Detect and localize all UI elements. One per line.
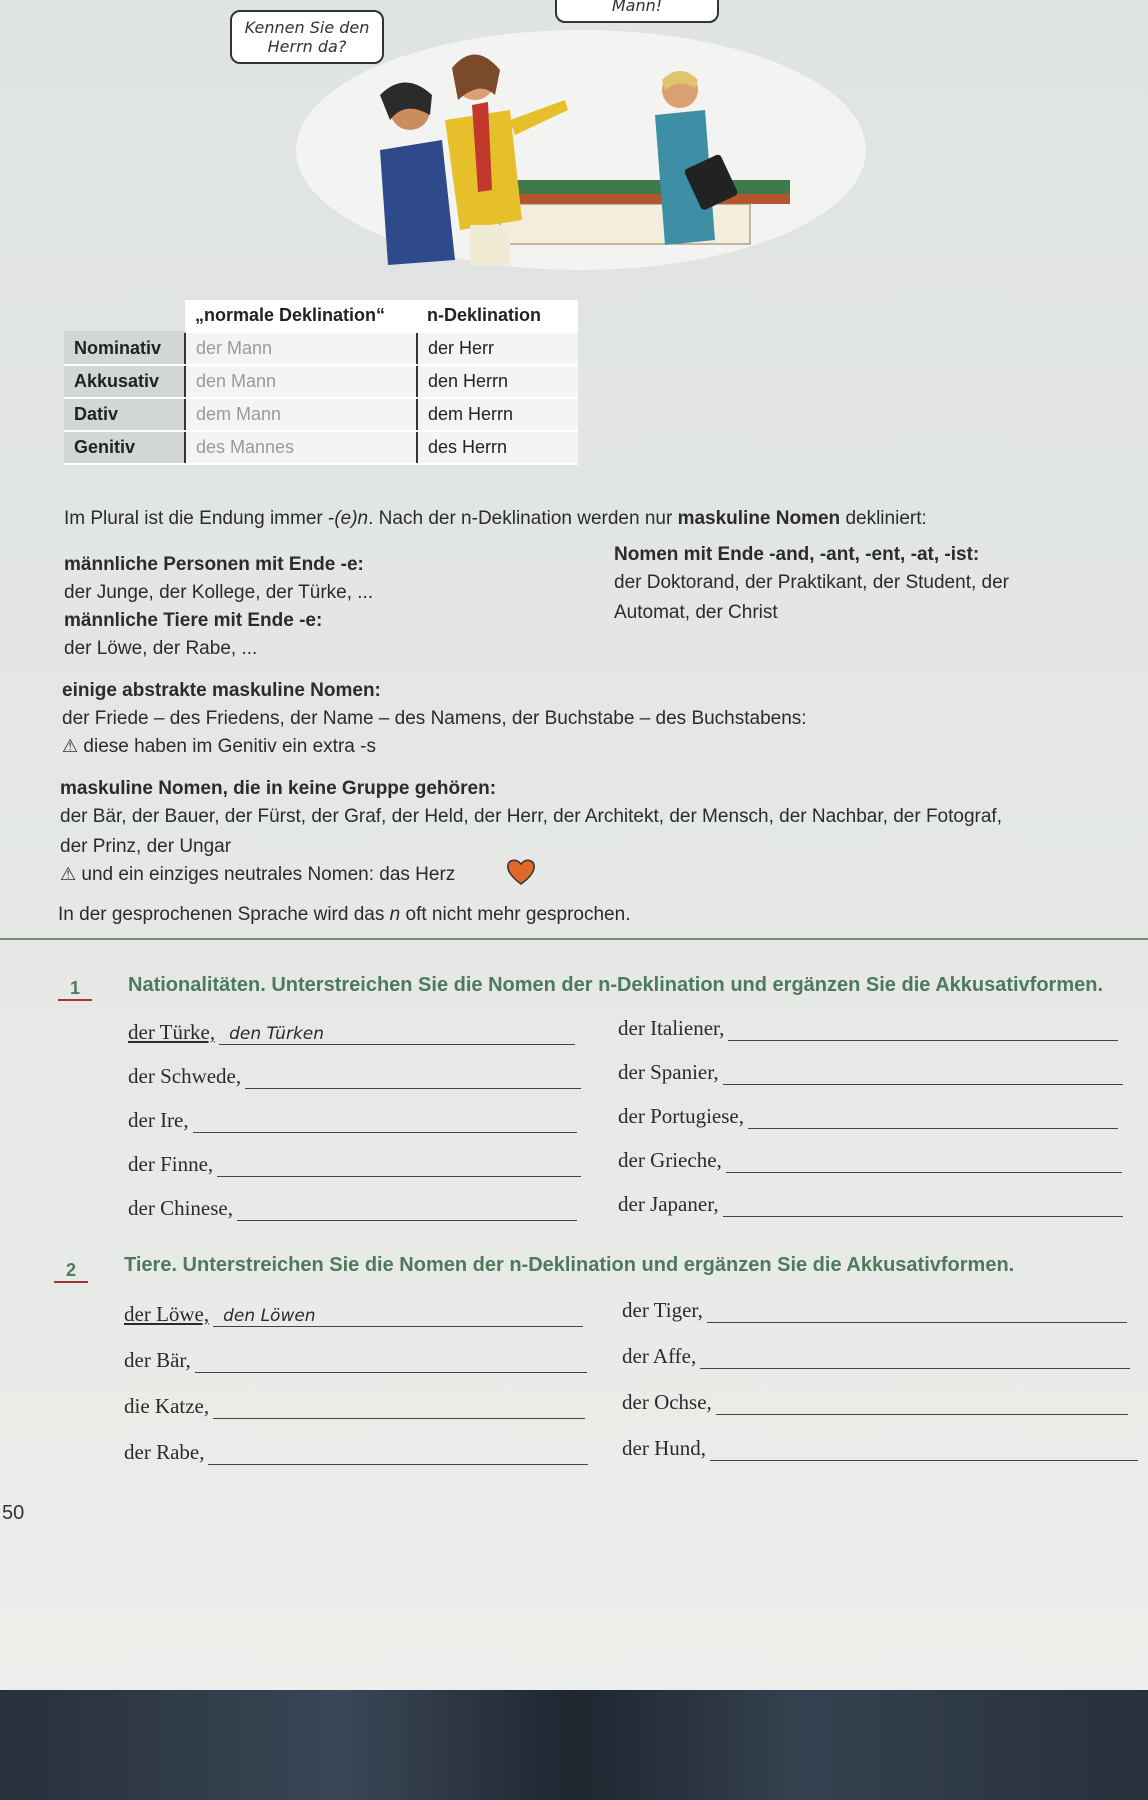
exercise-1-title: Nationalitäten. Unterstreichen Sie die Nomen der n-Deklination und ergänzen Sie die Akkusativformen. xyxy=(128,974,1104,996)
table-header-row xyxy=(64,300,578,332)
group-examples-endings-1: der Doktorand, der Praktikant, der Student, der xyxy=(614,572,1009,593)
group-examples-abstract: der Friede – des Friedens, der Name – des Namens, der Buchstabe – des Buchstabens: xyxy=(62,708,807,729)
answer-field[interactable] xyxy=(707,1300,1127,1323)
neutral-warning xyxy=(60,864,455,886)
exercise-1-item xyxy=(128,1064,581,1089)
exercise-1-item xyxy=(618,1016,1118,1041)
answer-field[interactable] xyxy=(245,1066,581,1089)
group-examples-other-1: der Bär, der Bauer, der Fürst, der Graf, der Held, der Herr, der Architekt, der Mensch, der Nachbar, der Fotograf, xyxy=(60,806,1002,827)
exercise-1-number: 1 xyxy=(58,978,92,1001)
speech-bubble-left: Kennen Sie den Herrn da? xyxy=(230,10,384,64)
answer-field[interactable] xyxy=(700,1346,1130,1369)
section-divider xyxy=(0,938,1148,940)
answer-field[interactable] xyxy=(726,1150,1122,1173)
page-number: 50 xyxy=(2,1502,25,1524)
header-normal-declension: „normale Deklination“ xyxy=(185,300,417,332)
people-illustration xyxy=(350,40,830,270)
exercise-2-item xyxy=(124,1394,585,1419)
item-word: der Chinese, xyxy=(128,1196,233,1220)
normal-form: des Mannes xyxy=(185,431,417,464)
item-word: der Schwede, xyxy=(128,1064,242,1088)
exercise-2-item xyxy=(622,1436,1138,1461)
n-form: den Herrn xyxy=(417,365,578,398)
exercise-1-item xyxy=(128,1152,581,1177)
speech-bubble-right: Mann! xyxy=(555,0,719,23)
table-corner xyxy=(64,300,185,332)
answer-field[interactable] xyxy=(195,1350,587,1373)
case-label: Nominativ xyxy=(64,332,185,365)
answer-field[interactable] xyxy=(213,1396,585,1419)
item-word: der Ire, xyxy=(128,1108,189,1132)
abstract-warning xyxy=(62,736,376,758)
item-word: der Spanier, xyxy=(618,1060,719,1084)
answer-field[interactable] xyxy=(748,1106,1118,1129)
exercise-2-title: Tiere. Unterstreichen Sie die Nomen der n-Deklination und ergänzen Sie die Akkusativformen. xyxy=(124,1254,1015,1276)
normal-form: den Mann xyxy=(185,365,417,398)
group-examples-persons: der Junge, der Kollege, der Türke, ... xyxy=(64,582,374,603)
item-word: der Löwe, xyxy=(124,1302,210,1326)
answer-field[interactable] xyxy=(208,1442,588,1465)
exercise-1-item xyxy=(618,1192,1123,1217)
warning-icon: ⚠ xyxy=(60,864,77,884)
item-word: der Rabe, xyxy=(124,1440,205,1464)
case-label: Genitiv xyxy=(64,431,185,464)
plural-rule xyxy=(64,508,927,530)
group-heading-endings: Nomen mit Ende -and, -ant, -ent, -at, -ist: xyxy=(614,544,980,565)
answer-field[interactable] xyxy=(710,1438,1138,1461)
group-heading-persons: männliche Personen mit Ende -e: xyxy=(64,554,364,575)
item-word: der Affe, xyxy=(622,1344,697,1368)
header-n-declension: n-Deklination xyxy=(417,300,578,332)
n-form: des Herrn xyxy=(417,431,578,464)
normal-form: der Mann xyxy=(185,332,417,365)
item-word: der Italiener, xyxy=(618,1016,725,1040)
spoken-note-part: oft nicht mehr gesprochen. xyxy=(400,904,631,925)
table-row xyxy=(64,398,578,431)
answer-field[interactable] xyxy=(219,1022,575,1045)
warning-icon: ⚠ xyxy=(62,736,79,756)
exercise-1-item xyxy=(128,1020,575,1045)
group-examples-animals: der Löwe, der Rabe, ... xyxy=(64,638,258,659)
group-heading-animals: männliche Tiere mit Ende -e: xyxy=(64,610,323,631)
group-examples-other-2: der Prinz, der Ungar xyxy=(60,836,232,857)
answer-field[interactable] xyxy=(217,1154,581,1177)
spoken-note-letter: n xyxy=(389,904,401,925)
normal-form: dem Mann xyxy=(185,398,417,431)
spoken-note xyxy=(58,904,630,926)
exercise-1-item xyxy=(618,1104,1118,1129)
plural-rule-part: dekliniert: xyxy=(840,508,927,529)
answer-field[interactable] xyxy=(728,1018,1118,1041)
exercise-2-number: 2 xyxy=(54,1260,88,1283)
exercise-1-item xyxy=(128,1108,577,1133)
table-row xyxy=(64,431,578,464)
exercise-2-item xyxy=(622,1344,1130,1369)
exercise-2-item xyxy=(124,1302,583,1327)
spoken-note-part: In der gesprochenen Sprache wird das xyxy=(58,904,390,925)
item-word: der Türke, xyxy=(128,1020,216,1044)
item-word: der Japaner, xyxy=(618,1192,719,1216)
exercise-1-item xyxy=(618,1148,1122,1173)
item-word: der Finne, xyxy=(128,1152,214,1176)
background-fabric xyxy=(0,1690,1148,1800)
exercise-2-item xyxy=(124,1440,588,1465)
item-word: der Portugiese, xyxy=(618,1104,744,1128)
item-word: die Katze, xyxy=(124,1394,210,1418)
case-label: Akkusativ xyxy=(64,365,185,398)
item-word: der Bär, xyxy=(124,1348,191,1372)
answer-field[interactable] xyxy=(193,1110,577,1133)
group-heading-other: maskuline Nomen, die in keine Gruppe gehören: xyxy=(60,778,497,799)
plural-rule-part: Im Plural ist die Endung immer - xyxy=(64,508,335,529)
answer-field[interactable] xyxy=(723,1194,1123,1217)
n-form: der Herr xyxy=(417,332,578,365)
neutral-warning-text: und ein einziges neutrales Nomen: das Herz xyxy=(81,864,456,885)
abstract-warning-text: diese haben im Genitiv ein extra -s xyxy=(83,736,376,757)
plural-rule-emphasis: maskuline Nomen xyxy=(677,508,841,529)
declension-table xyxy=(64,300,578,465)
group-examples-endings-2: Automat, der Christ xyxy=(614,602,778,623)
item-word: der Ochse, xyxy=(622,1390,712,1414)
exercise-1-item xyxy=(618,1060,1123,1085)
group-heading-abstract: einige abstrakte maskuline Nomen: xyxy=(62,680,381,701)
item-word: der Grieche, xyxy=(618,1148,722,1172)
table-row xyxy=(64,365,578,398)
filled-answer: den Türken xyxy=(229,1024,325,1044)
plural-rule-part: . Nach der n-Deklination werden nur xyxy=(368,508,678,529)
plural-ending: (e)n xyxy=(334,508,369,529)
answer-field[interactable] xyxy=(237,1198,577,1221)
n-form: dem Herrn xyxy=(417,398,578,431)
answer-field[interactable] xyxy=(723,1062,1123,1085)
exercise-2-item xyxy=(622,1298,1127,1323)
case-label: Dativ xyxy=(64,398,185,431)
exercise-2-item xyxy=(622,1390,1128,1415)
exercise-1-item xyxy=(128,1196,577,1221)
filled-answer: den Löwen xyxy=(223,1306,316,1326)
heart-icon xyxy=(506,858,536,886)
item-word: der Tiger, xyxy=(622,1298,703,1322)
answer-field[interactable] xyxy=(213,1304,583,1327)
table-row xyxy=(64,332,578,365)
exercise-2-item xyxy=(124,1348,587,1373)
answer-field[interactable] xyxy=(716,1392,1128,1415)
item-word: der Hund, xyxy=(622,1436,706,1460)
